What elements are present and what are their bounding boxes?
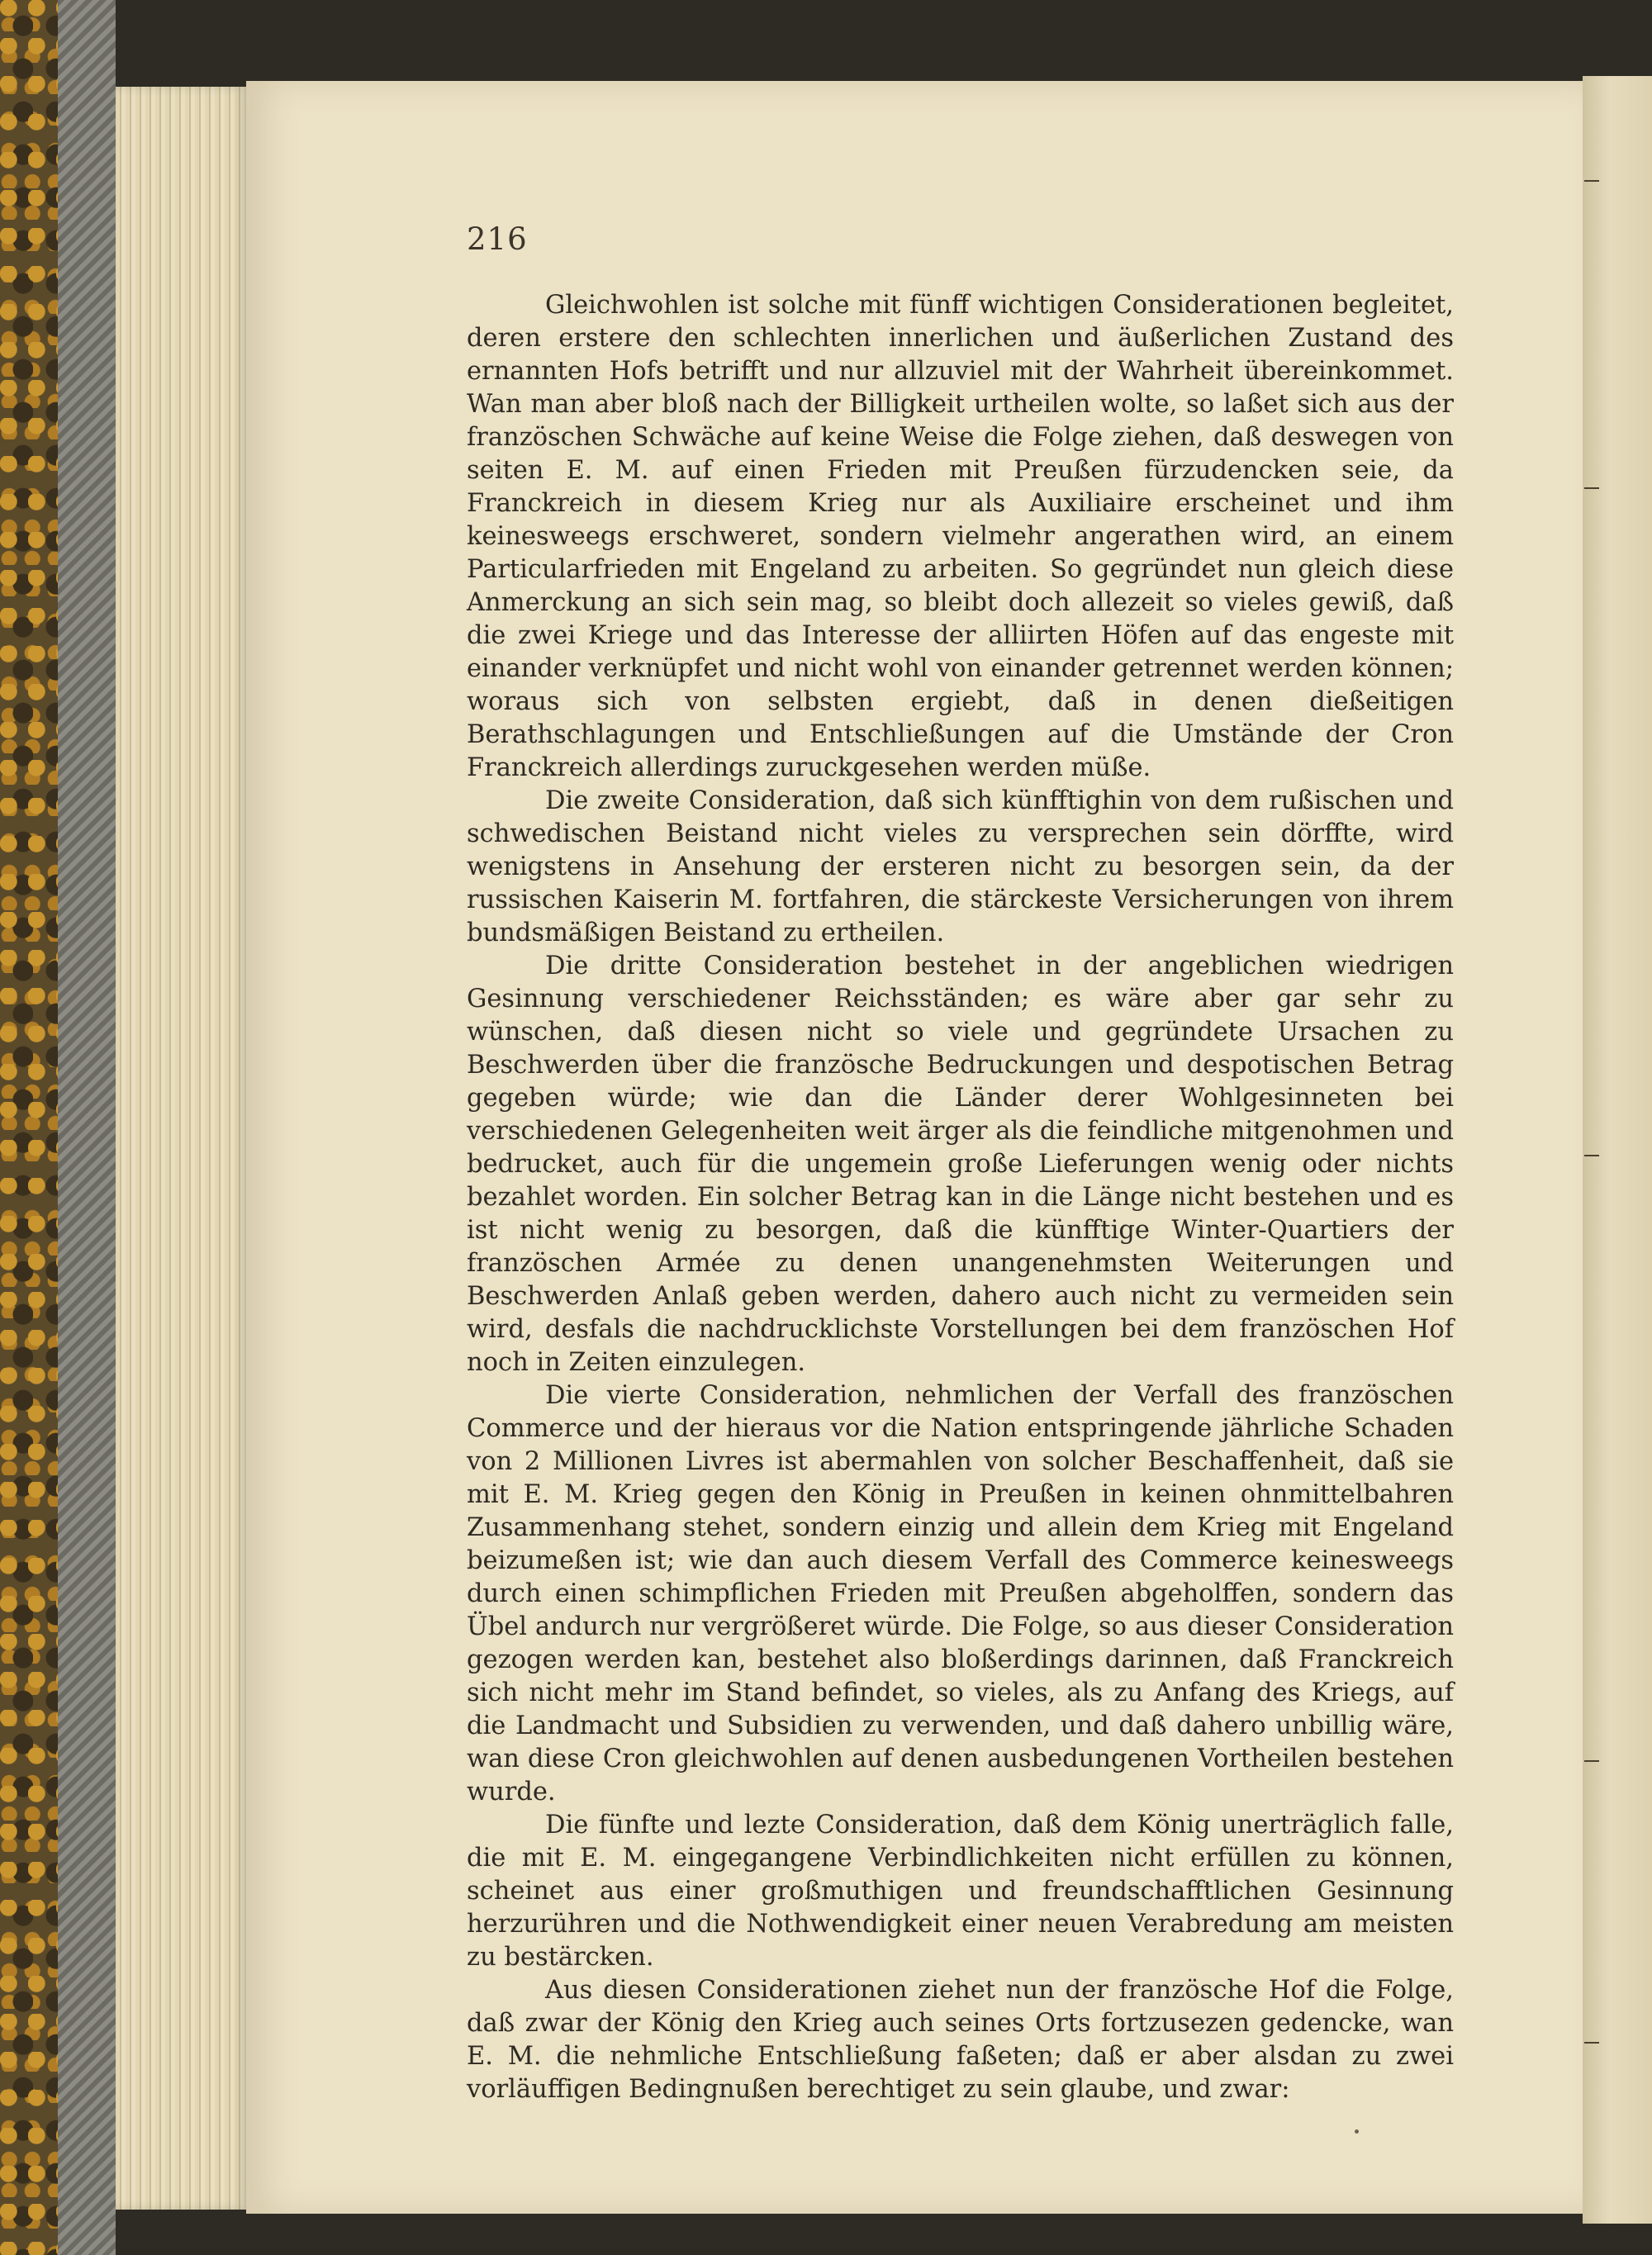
facing-page-mark bbox=[1584, 1155, 1599, 1156]
facing-page-mark bbox=[1584, 180, 1599, 182]
facing-page-mark bbox=[1584, 1760, 1599, 1762]
paragraph: Gleichwohlen ist solche mit fünff wichtigen Considerationen begleitet, deren erstere den schlechten innerlichen und äußerlichen Zustand des ernannten Hofs betrifft und nur allzuviel mit der Wahrheit übereinkommet. Wan man aber bloß nach der Billigkeit urtheilen wolte, so laßet sich aus der französchen Schwäche auf keine Weise die Folge ziehen, daß deswegen von seiten E. M. auf einen Frieden mit Preußen fürzudencken seie, da Franckreich in diesem Krieg nur als Auxiliaire erscheinet und ihm keinesweegs erschweret, sondern vielmehr angerathen wird, an einem Particularfrieden mit Engeland zu arbeiten. So gegründet nun gleich diese Anmerckung an sich sein mag, so bleibt doch allezeit so vieles gewiß, daß die zwei Kriege und das Interesse der alliirten Höfen auf das engeste mit einander verknüpfet und nicht wohl von einander getrennet werden können; woraus sich von selbsten ergiebt, daß in denen dießeitigen Berathschlagungen und Entschließungen auf die Umstände der Cron Franckreich allerdings zuruckgesehen werden müße. bbox=[467, 291, 1454, 782]
book-spine-binding bbox=[58, 0, 116, 2255]
facing-page-mark bbox=[1584, 487, 1599, 489]
paragraph: Die vierte Consideration, nehmlichen der Verfall des französchen Commerce und der hieraus vor die Nation entspringende jährliche Schaden von 2 Millionen Livres ist abermahlen von solcher Beschaffenheit, daß sie mit E. M. Krieg gegen den König in Preußen in keinen ohnmittelbahren Zusammenhang stehet, sondern einzig und allein dem Krieg mit Engeland beizumeßen ist; wie dan auch diesem Verfall des Commerce keinesweegs durch einen schimpflichen Frieden mit Preußen abgeholffen, sondern das Übel andurch nur vergrößeret würde. Die Folge, so aus dieser Consideration gezogen werden kan, bestehet also bloßerdings darinnen, daß Franckreich sich nicht mehr im Stand befindet, so vieles, als zu Anfang des Kriegs, auf die Landmacht und Subsidien zu verwenden, und daß dahero unbillig wäre, wan diese Cron gleichwohlen auf denen ausbedungenen Vortheilen bestehen wurde. bbox=[467, 1381, 1454, 1806]
page-number: 216 bbox=[467, 221, 528, 257]
page-mark-dot bbox=[1355, 2129, 1359, 2134]
page-edges-stack bbox=[116, 87, 248, 2210]
paragraph: Die dritte Consideration bestehet in der angeblichen wiedrigen Gesinnung verschiedener Reichsständen; es wäre aber gar sehr zu wünschen, daß diesen nicht so viele und gegründete Ursachen zu Beschwerden über die französche Bedruckungen und despotischen Betrag gegeben würde; wie dan die Länder derer Wohlgesinneten bei verschiedenen Gelegenheiten weit ärger als die feindliche mitgenohmen und bedrucket, auch für die ungemein große Lieferungen wenig oder nichts bezahlet worden. Ein solcher Betrag kan in die Länge nicht bestehen und es ist nicht wenig zu besorgen, daß die künfftige Winter-Quartiers der französchen Armée zu denen unangenehmsten Weiterungen und Beschwerden Anlaß geben werden, dahero auch nicht zu vermeiden sein wird, desfals die nachdrucklichste Vorstellungen bei dem französchen Hof noch in Zeiten einzulegen. bbox=[467, 952, 1454, 1377]
facing-page-edge bbox=[1583, 76, 1652, 2224]
body-text bbox=[467, 289, 1454, 2106]
paragraph: Aus diesen Considerationen ziehet nun der französche Hof die Folge, daß zwar der König den Krieg auch seines Orts fortzusezen gedencke, wan E. M. die nehmliche Entschließung faßeten; daß er aber alsdan zu zwei vorläuffigen Bedingnußen berechtiget zu sein glaube, und zwar: bbox=[467, 1976, 1454, 2104]
paragraph: Die zweite Consideration, daß sich künfftighin von dem rußischen und schwedischen Beistand nicht vieles zu versprechen sein dörffte, wird wenigstens in Ansehung der ersteren nicht zu besorgen sein, da der russischen Kaiserin M. fortfahren, die stärckeste Versicherungen von ihrem bundsmäßigen Beistand zu ertheilen. bbox=[467, 786, 1454, 947]
paragraph: Die fünfte und lezte Consideration, daß dem König unerträglich falle, die mit E. M. eingegangene Verbindlichkeiten nicht erfüllen zu können, scheinet aus einer großmuthigen und freundschafftlichen Gesinnung herzurühren und die Nothwendigkeit einer neuen Verabredung am meisten zu bestärcken. bbox=[467, 1811, 1454, 1972]
facing-page-mark bbox=[1584, 2042, 1599, 2044]
